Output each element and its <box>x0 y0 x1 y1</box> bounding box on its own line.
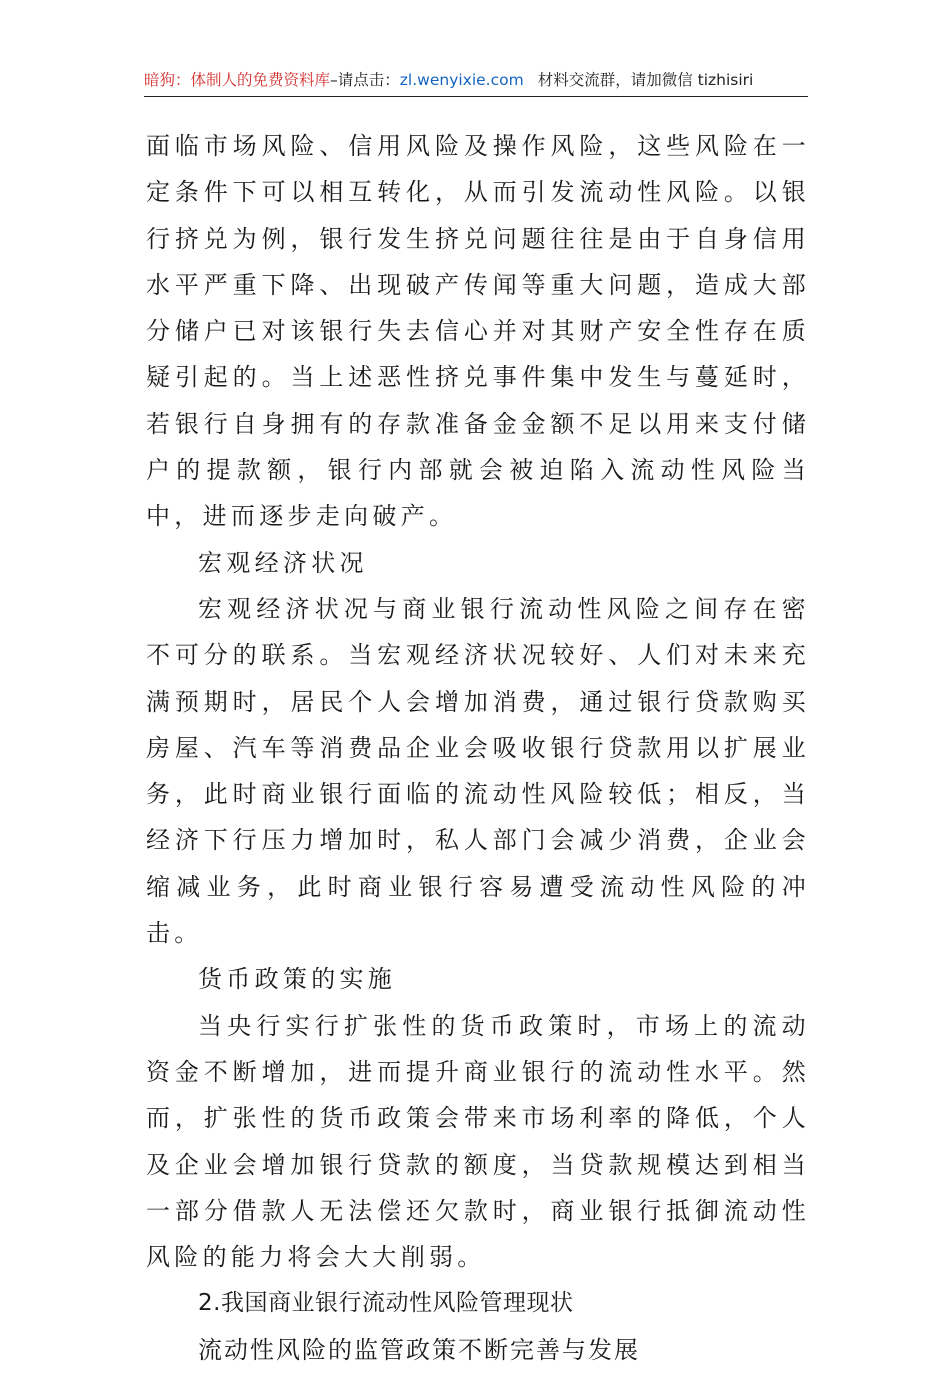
header-link[interactable]: zl.wenyixie.com <box>399 71 524 89</box>
paragraph-liquidity-risk-transform: 面临市场风险、信用风险及操作风险，这些风险在一定条件下可以相互转化，从而引发流动性风险。以银行挤兑为例，银行发生挤兑问题往往是由于自身信用水平严重下降、出现破产传闻等重大问题，造成大部分储户已对该银行失去信心并对其财产安全性存在质疑引起的。当上述恶性挤兑事件集中发生与蔓延时，若银行自身拥有的存款准备金金额不足以用来支付储户的提款额，银行内部就会被迫陷入流动性风险当中，进而逐步走向破产。 <box>146 132 810 531</box>
header-group-text: 材料交流群，请加微信 tizhisiri <box>537 71 754 89</box>
document-body <box>146 123 810 1373</box>
paragraph-monetary-policy: 当央行实行扩张性的货币政策时，市场上的流动资金不断增加，进而提升商业银行的流动性水平。然而，扩张性的货币政策会带来市场利率的降低，个人及企业会增加银行贷款的额度，当贷款规模达到相当一部分借款人无法偿还欠款时，商业银行抵御流动性风险的能力将会大大削弱。 <box>146 1011 810 1272</box>
page-header <box>144 66 808 97</box>
section-title-2: 2.我国商业银行流动性风险管理现状 <box>198 1290 574 1317</box>
subheading-regulatory-policy: 流动性风险的监管政策不断完善与发展 <box>198 1335 640 1364</box>
header-click-prefix: –请点击： <box>330 71 400 89</box>
header-brand: 暗狗：体制人的免费资料库 <box>144 71 331 89</box>
paragraph-macro-economy: 宏观经济状况与商业银行流动性风险之间存在密不可分的联系。当宏观经济状况较好、人们对未来充满预期时，居民个人会增加消费，通过银行贷款购买房屋、汽车等消费品企业会吸收银行贷款用以扩展业务，此时商业银行面临的流动性风险较低；相反，当经济下行压力增加时，私人部门会减少消费，企业会缩减业务，此时商业银行容易遭受流动性风险的冲击。 <box>146 594 810 948</box>
subheading-macro-economy: 宏观经济状况 <box>198 548 368 577</box>
subheading-monetary-policy: 货币政策的实施 <box>198 965 397 994</box>
